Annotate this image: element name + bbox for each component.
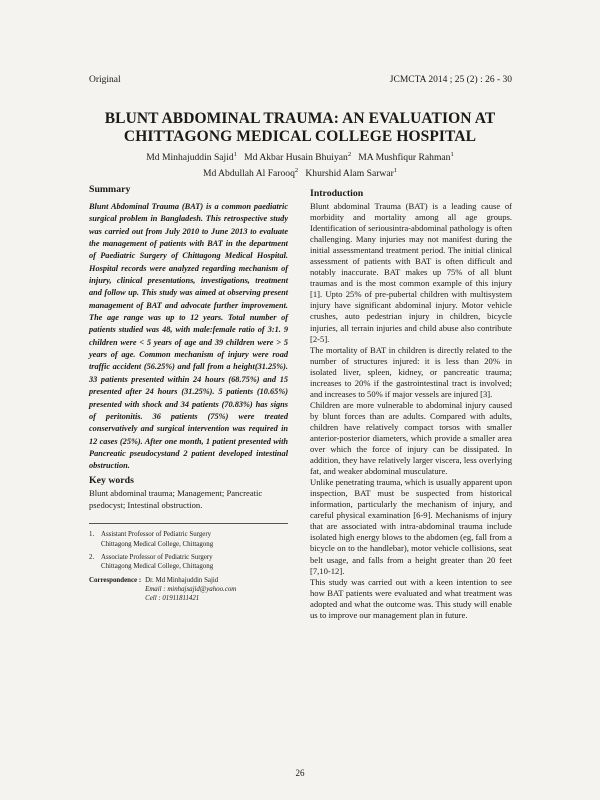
author-line-2 [80,165,520,181]
keywords-heading: Key words [89,474,134,486]
author-affiliation-mark: 1 [233,151,237,158]
footnote-institution: Chittagong Medical College, Chittagong [101,540,214,548]
page-number: 26 [295,768,305,778]
article-title [60,110,540,146]
intro-paragraph: The mortality of BAT in children is directly related to the number of structures injured: it is less than 20% in isolated liver, spleen, kidney, or pancreatic trauma; increases to 20% if the gastrointestinal tract is involved; and increases to 50% if major vessels are injured [3]. [310,344,512,399]
correspondence-label: Correspondence : [89,576,142,584]
title-line-1: BLUNT ABDOMINAL TRAUMA: AN EVALUATION AT [104,110,496,127]
journal-citation: JCMCTA 2014 ; 25 (2) : 26 - 30 [389,75,512,85]
footnote-item [89,553,288,572]
author-affiliation-mark: 1 [393,166,398,174]
footnote-title: Associate Professor of Pediatric Surgery [101,553,213,561]
intro-paragraph: Unlike penetrating trauma, which is usually apparent upon inspection, BAT must be suspected from historical information, particularly the mechanism of injury, and careful physical examination [6-9]. Mechanisms of injury that are associated with intra-abdominal trauma include isolated high energy blows to the abdomen (eg, fall from a bicycle on to the handlebar), motor vehicle collisions, seat belt usage, and falls from a height greater than 20 feet [7,10-12]. [310,477,512,576]
author-name: Md Abdullah Al Farooq [202,167,295,179]
author-name: Md Akbar Husain Bhuiyan [244,152,348,164]
footnote-number: 1. [89,531,95,539]
footnotes [89,530,288,571]
intro-paragraph: This study was carried out with a keen intention to see how BAT patients were evaluated and what treatment was adopted and what the outcome was. This study will enable us to improve our management plan in future. [310,576,512,620]
correspondence-email: Email : minhajsajid@yahoo.com [145,585,237,593]
summary-text: Blunt Abdominal Trauma (BAT) is a common paediatric surgical problem in Bangladesh. This retrospective study was carried out from July 2010 to June 2013 to evaluate the management of patients with BAT in the department of Paediatric Surgery of Chittagong Medical Hospital. Hospital records were analyzed regarding mechanism of injury, clinical presentations, investigations, treatment and follow up. This study was aimed at observing present management of BAT and advocate further improvement. The age range was up to 12 years. Total number of patients studied was 48, with male:female ratio of 3:1. 9 children were < 5 years of age and 39 children were > 5 years of age. Common mechanism of injury were road traffic accident (56.25%) and fall from a height(31.25%). 33 patients presented within 24 hours (68.75%) and 15 presented after 24 hours (31.25%). 5 patients (10.65%) presented with shock and 34 patients (70.83%) has signs of peritonitis. 36 patients (75%) were treated conservatively and surgical intervention was required in 12 cases (25%). After one month, 1 patient presented with Pancreatic pseudocystand 2 patient developed intestinal obstruction. [89,202,288,471]
author-affiliation-mark: 2 [294,166,299,174]
correspondence [89,576,288,604]
footnote-item [89,530,288,549]
summary-heading: Summary [89,184,131,195]
footnote-institution: Chittagong Medical College, Chittagong [101,563,214,571]
author-name: Khurshid Alam Sarwar [305,167,394,179]
keywords-text: Blunt abdominal trauma; Management; Pancreatic psedocyst; Intestinal obstruction. [89,487,263,510]
footnote-divider [89,523,288,524]
author-name: Md Minhajuddin Sajid [146,152,234,164]
intro-paragraph: Blunt abdominal Trauma (BAT) is a leading cause of morbidity and mortality among all age groups. Identification of seriousintra-abdominal pathology is often challenging. Many injuries may not manifest during the initial assessmentand treatment period. The initial clinical assessment of patients with BAT is often difficult and notably inaccurate. BAT makes up 75% of all blunt traumas and is the most common example of this injury [1]. Upto 25% of pre-pubertal children with multisystem injury have significant abdominal injury. Motor vehicle crushes, auto pedestrian injury in children, bicycle injuries, all terrain injuries and child abuse also contribute [2-5]. [310,201,512,344]
left-column [89,184,288,603]
article-type-label: Original [89,75,121,85]
author-name: MA Mushfiqur Rahman [358,152,451,164]
title-line-2: CHITTAGONG MEDICAL COLLEGE HOSPITAL [123,128,477,145]
introduction-heading: Introduction [310,188,364,199]
footnote-number: 2. [89,553,95,561]
correspondence-cell: Cell : 01911811421 [145,595,200,603]
author-affiliation-mark: 1 [450,151,454,158]
author-list [80,149,520,180]
right-column [310,188,512,621]
author-affiliation-mark: 2 [347,151,352,158]
correspondence-name: Dr. Md Minhajuddin Sajid [145,576,219,584]
author-line-1 [80,149,520,165]
intro-paragraph: Children are more vulnerable to abdominal injury caused by blunt forces than are adults. Compared with adults, children have relatively compact torsos with smaller anterior-posterior diameters, which provide a smaller area over which the force of injury can be dissipated. In addition, they have relatively larger viscera, less overlying fat, and weaker abdominal musculature. [310,399,512,477]
footnote-title: Assistant Professor of Pediatric Surgery [101,531,212,539]
